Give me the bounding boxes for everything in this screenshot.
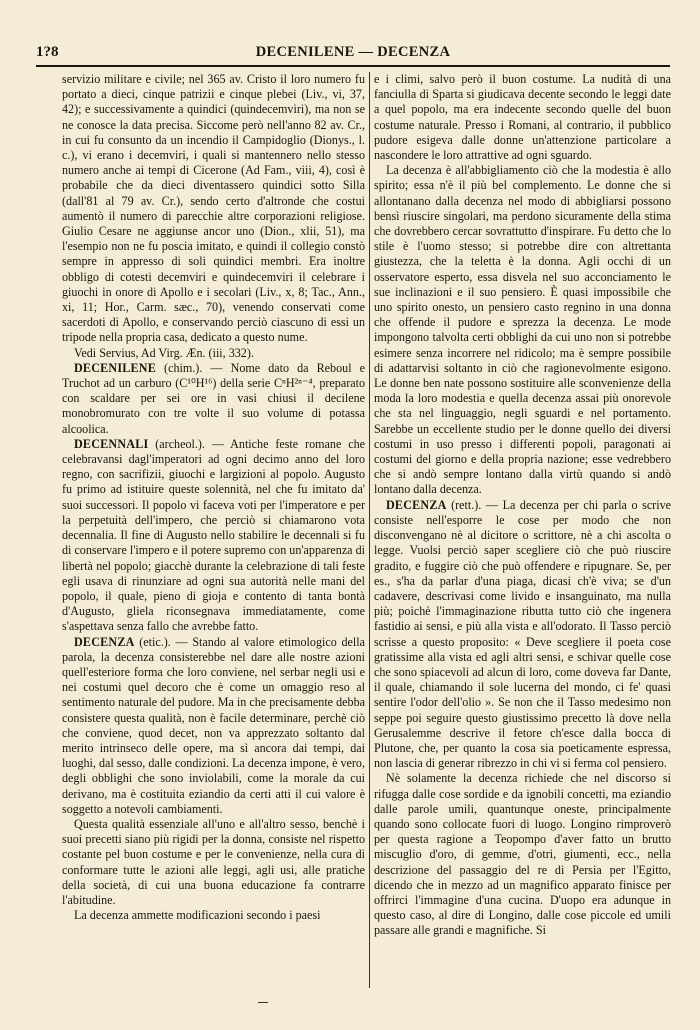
dictionary-entry	[374, 498, 671, 772]
dictionary-entry	[62, 635, 365, 817]
right-column	[374, 72, 671, 990]
column-divider	[369, 72, 370, 988]
header-rule	[36, 65, 670, 67]
paragraph: servizio militare e civile; nel 365 av. Cristo il loro numero fu portato a dieci, cinque patrizii e cinque plebei (Liv., vi, 37, 42); e successivamente a quindici (quindecemviri), ma non se ne conosce la data precisa. Siccome però nell'anno 82 av. Cr., in cui fu consunto da un incendio il Campidoglio (Dionys., l. c.), vi erano i decemviri, i quali si mantennero nello stesso numero anche ai tempi di Cicerone (Ad Fam., viii, 4), così è probabile che da dieci diventassero quindici sotto Silla (dall'81 al 79 av. Cr.), sendo certo d'altronde che costui aumentò il numero di parecchie altre corporazioni religiose. Giulio Cesare ne aggiunse ancor uno (Dion., xlii, 51), ma l'esempio non ne fu poscia imitato, e quindi il collegio constò sempre in appresso di soli quindici membri. Era inoltre obbligo di cotesti decemviri e quindecemviri il celebrare i giuochi in onore di Apollo e i secolari (Liv., x, 8; Tac., Ann., xi, 11; Hor., Carm. sæc., 70), venendo conservati come sacerdoti di Apollo, e conservando perciò ciascuno di essi un tripode nella propria casa, dedicato a questo nume.	[62, 72, 365, 345]
running-head	[36, 44, 670, 64]
entry-text: (chim.). — Nome dato da Reboul e Truchot ad un carburo (C¹⁰H¹⁶) della serie CⁿH²ⁿ⁻⁴, preparato con scaldare per sei ore in vasi chiusi il decilene monobromurato con tre volte il suo volume di potassa alcoolica.	[62, 360, 365, 436]
paragraph: La decenza ammette modificazioni secondo i paesi	[74, 908, 321, 923]
footer-mark	[258, 1002, 268, 1003]
entry-headword: DECENZA	[74, 634, 135, 649]
running-title: DECENILENE — DECENZA	[255, 44, 451, 60]
entry-headword: DECENILENE	[74, 360, 156, 375]
entry-headword: DECENNALI	[74, 436, 149, 451]
paragraph: Nè solamente la decenza richiede che nel discorso si rifugga dalle cose sordide e da ignobili concetti, ma eziandio dalle parole umili, quantunque oneste, principalmente quando sono collocate fuori di luogo. Longino rimproverò per questa ragione a Teopompo d'aver fatto un brutto miscuglio d'oro, di gemme, d'otri, giumenti, ecc., nella descrizione del passaggio del re di Persia per l'Egitto, dicendo che in mezzo ad un magnifico apparato finisce per offrirci l'immagine d'una cucina. D'uopo era adunque in questo caso, al dire di Longino, dalle cose piccole ed umili passare alle grandi e magnifiche. Si	[374, 771, 671, 938]
paragraph: La decenza è all'abbigliamento ciò che la modestia è allo spirito; essa n'è il più bel complemento. Le donne che si allontanano dalla decenza nel modo di abbigliarsi possono bensì riuscire singolari, ma perdono sicuramente della stima che dovrebbero cercar sovrattutto d'inspirare. Fu detto che lo stile è l'uomo stesso; si potrebbe dire con altrettanta giustezza, che la teletta è la donna. Agli occhi di un osservatore esperto, essa disvela nel suo acconciamento le sue inclinazioni e il suo pensiero. È quasi impossibile che uno spirito onesto, un pensiero casto regnino in una donna che offende il pudore e sprezza la decenza. Le mode impongono talvolta certi obblighi da cui uno non si potrebbe esimere senza incorrere nel ridicolo; ma è sempre possibile di adattarvisi soltanto in ciò che ragionevolmente esigono. Le donne ben nate possono sostituire alle sconvenienze della moda la loro modestia e quella decenza assai più onorevole che sta nel linguaggio, negli sguardi e nel portamento. Sarebbe un eccellente studio per le donne quello dei diversi costumi in uso presso i differenti popoli, paragonati ai costumi del giorno e della propria nazione; esse vedrebbero che si andò sempre lontano dalla virtù quando si andò lontano dalla decenza.	[374, 163, 671, 497]
dictionary-entry	[62, 437, 365, 635]
entry-headword: DECENZA	[386, 497, 447, 512]
entry-text: (rett.). — La decenza per chi parla o scrive consiste nell'esporre le cose per modo che non disconvengano nè al dicitore o scrittore, nè a chi ascolta o legge. Vuolsi perciò saper scegliere ciò che può riuscire gradito, e fuggire ciò che può offendere e ripugnare. Se, per es., s'ha da parlar d'una piaga, dicasi ch'è viva; se d'un cadavere, descrivasi come livido e insanguinato, ma nulla più; poichè l'immaginazione ributta tutto ciò che ingenera fastidio ai sensi, e più alla vista e all'odorato. Il Tasso perciò scrisse a questo proposito: « Deve scegliere il poeta cose gratissime alla vista ed agli altri sensi, e schivar quelle cose che sono spiacevoli ad alcun di loro, come doveva far Dante, il quale, chiamando il sole lucerna del mondo, ci fe' quasi sentire l'odor dell'olio ». Se non che il Tasso medesimo non seppe poi seguire questo giustissimo precetto là dove nella Gerusalemme descrive il fetore ch'esce dalla bocca di Plutone, che, per quanto la cosa sia poeticamente espressa, non lascia di generar ribrezzo in chi vi si ferma col pensiero.	[374, 497, 671, 771]
entry-text: (etic.). — Stando al valore etimologico della parola, la decenza consisterebbe nel dare alle nostre azioni quell'esteriore forma che loro conviene, nel serbar negli usi e nei costumi quel decoro che è come un omaggio reso al sentimento naturale del pudore. Ma in che precisamente debba consistere questa qualità, non è facile determinare, perchè ciò che conviene, quod decet, non va apprezzato soltanto dal merito intrinseco delle opere, ma sì ancora dai tempi, dai luoghi, dal sesso, dalle condizioni. La decenza impone, è vero, degli obblighi che sono inviolabili, come la morale da cui derivano, ma è costituita eziandio da certi atti il cui valore è soggetto a notevoli cambiamenti.	[62, 634, 365, 816]
paragraph: e i climi, salvo però il buon costume. La nudità di una fanciulla di Sparta si giudicava decente secondo le leggi date a quel popolo, ma era indecente secondo quelle del buon costume naturale. Presso i Romani, al contrario, il pubblico pudore esigeva dalle donne un'attenzione particolare a nascondere le loro attrattive ad ogni sguardo.	[374, 72, 671, 163]
paragraph: Questa qualità essenziale all'uno e all'altro sesso, benchè i suoi precetti siano più rigidi per la donna, consiste nel rispetto costante pel buon costume e per le convenienze, nella cura di conformare tutte le azioni alle leggi, agli usi, alle pratiche della società, di cui una buona educazione fa contrarre l'abitudine.	[62, 816, 365, 907]
left-column	[62, 72, 365, 990]
page-number: 1?8	[36, 44, 59, 60]
paragraph: Vedi Servius, Ad Virg. Æn. (iii, 332).	[74, 345, 254, 360]
dictionary-entry	[62, 361, 365, 437]
entry-text: (archeol.). — Antiche feste romane che celebravansi dagl'imperatori ad ogni decimo anno del loro regno, con sacrifizii, giuochi e largizioni al popolo. Augusto fu primo ad istituire queste solennità, nel che fu imitato da' suoi successori. Il popolo vi faceva voti per l'imperatore e per la perpetuità dell'impero, che perciò si chiamarono vota decennalia. Il fine di Augusto nello stabilire le decennali si fu di conservare l'impero e il potere supremo con un'apparenza di libertà nel popolo; giacchè durante la celebrazione di tali feste egli usava di rinunziare ad ogni sua autorità nelle mani del popolo, il quale, pieno di gioja e contento di tanta bontà d'Augusto, gliela riconsegnava immediatamente, come s'aspettava senza fallo che avrebbe fatto.	[62, 436, 365, 634]
